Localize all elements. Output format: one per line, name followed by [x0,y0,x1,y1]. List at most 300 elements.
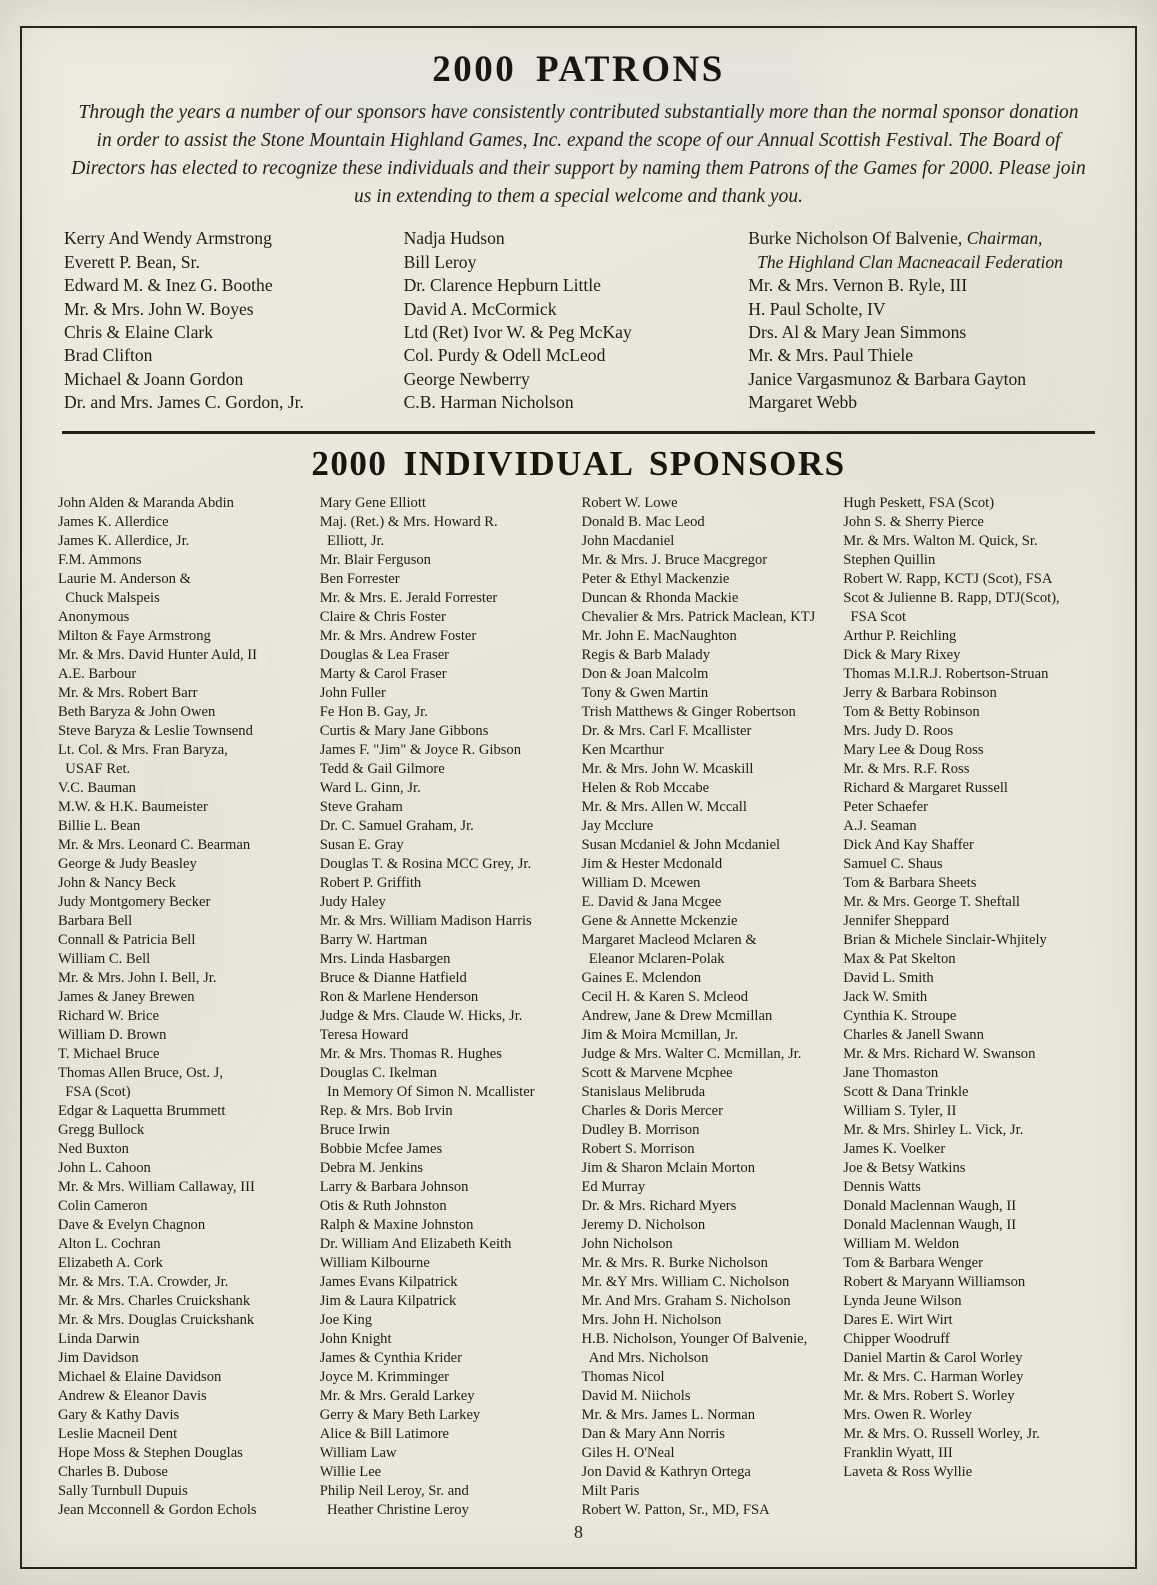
name-entry [320,1463,574,1482]
name-entry-text: Donald Maclennan Waugh, II [843,1216,1017,1233]
name-entry [58,931,312,950]
name-entry-text: Douglas C. Ikelman [319,1064,437,1081]
name-entry [843,646,1097,665]
name-entry [320,836,574,855]
name-entry [58,722,312,741]
name-entry-text: Mr. & Mrs. Douglas Cruickshank [58,1311,255,1328]
name-entry-text: Peter & Ethyl Mackenzie [581,570,730,587]
name-entry [320,931,574,950]
name-entry-text: Charles B. Dubose [58,1463,168,1480]
name-entry [582,836,836,855]
name-entry-text: Milton & Faye Armstrong [58,627,211,644]
name-entry-text: Mrs. Owen R. Worley [843,1406,972,1423]
name-entry [582,1007,836,1026]
name-entry [58,551,312,570]
name-entry-text: Michael & Joann Gordon [64,368,244,389]
name-entry [58,1273,312,1292]
name-entry-text: Bill Leroy [403,251,477,272]
name-entry [843,608,1097,627]
name-entry-text: Judge & Mrs. Claude W. Hicks, Jr. [319,1007,523,1024]
name-entry-text: Dr. Clarence Hepburn Little [403,275,601,296]
name-entry-text: Rep. & Mrs. Bob Irvin [319,1102,453,1119]
name-entry-text: Maj. (Ret.) & Mrs. Howard R. [319,513,498,530]
sponsors-list [22,494,1135,1520]
name-entry [58,589,312,608]
name-entry-text: Dudley B. Morrison [581,1121,700,1138]
name-entry-text: George & Judy Beasley [58,855,197,872]
name-entry [58,1159,312,1178]
name-entry-text: Dr. William And Elizabeth Keith [319,1235,512,1252]
name-entry [582,684,836,703]
name-entry-italic-text: The Highland Clan Macneacail Federation [748,251,1063,272]
name-entry [320,494,574,513]
name-entry-text: Bruce Irwin [319,1121,390,1138]
name-entry [320,684,574,703]
name-entry [58,1007,312,1026]
name-entry-text: Mr. & Mrs. T.A. Crowder, Jr. [58,1273,229,1290]
name-entry [582,1425,836,1444]
name-entry-text: Joe & Betsy Watkins [843,1159,966,1176]
name-entry [582,513,836,532]
name-entry [404,274,749,297]
name-entry-text: Ken Mcarthur [581,741,664,758]
patrons-column-1 [64,227,404,414]
name-entry-text: Otis & Ruth Johnston [319,1197,447,1214]
name-entry-text: Willie Lee [319,1463,382,1480]
name-entry-text: Marty & Carol Fraser [319,665,447,682]
name-entry [64,298,404,321]
name-entry [582,1349,836,1368]
name-entry [582,969,836,988]
name-entry [320,1406,574,1425]
name-entry-text: Mr. & Mrs. R.F. Ross [843,760,970,777]
name-entry-text: USAF Ret. [58,760,131,777]
name-entry [843,1121,1097,1140]
name-entry-text: Robert P. Griffith [319,874,422,891]
name-entry [320,1311,574,1330]
name-entry [58,646,312,665]
name-entry-text: Gaines E. Mclendon [581,969,702,986]
name-entry-text: Lt. Col. & Mrs. Fran Baryza, [58,741,228,758]
name-entry-text: Dr. & Mrs. Richard Myers [581,1197,737,1214]
name-entry [843,1330,1097,1349]
name-entry [58,1102,312,1121]
name-entry [320,1007,574,1026]
name-entry [58,969,312,988]
name-entry [582,646,836,665]
name-entry-text: John S. & Sherry Pierce [843,513,984,530]
name-entry [582,589,836,608]
name-entry-text: Jack W. Smith [843,988,928,1005]
name-entry [582,532,836,551]
name-entry-text: Mr. & Mrs. Walton M. Quick, Sr. [843,532,1038,549]
name-entry-text: Fe Hon B. Gay, Jr. [319,703,428,720]
name-entry-text: Jane Thomaston [843,1064,939,1081]
name-entry [582,741,836,760]
name-entry [58,1482,312,1501]
name-entry-text: Mr. & Mrs. J. Bruce Macgregor [581,551,768,568]
name-entry [320,1482,574,1501]
name-entry [58,665,312,684]
name-entry [320,1501,574,1520]
name-entry [58,608,312,627]
name-entry-text: M.W. & H.K. Baumeister [58,798,208,815]
name-entry-text: John Knight [319,1330,392,1347]
name-entry-text: Michael & Elaine Davidson [58,1368,222,1385]
name-entry-text: Ron & Marlene Henderson [319,988,479,1005]
name-entry-text: Ltd (Ret) Ivor W. & Peg McKay [403,321,632,342]
name-entry [748,298,1093,321]
name-entry [320,760,574,779]
name-entry-text: Susan Mcdaniel & John Mcdaniel [581,836,781,853]
name-entry-text: Cecil H. & Karen S. Mcleod [581,988,749,1005]
name-entry [320,874,574,893]
name-entry-text: Heather Christine Leroy [319,1501,469,1518]
name-entry [58,1425,312,1444]
name-entry [582,1463,836,1482]
name-entry-text: Helen & Rob Mccabe [581,779,710,796]
name-entry-text: Mr. & Mrs. Shirley L. Vick, Jr. [843,1121,1024,1138]
name-entry [320,513,574,532]
name-entry [843,817,1097,836]
name-entry-text: Regis & Barb Malady [581,646,710,663]
name-entry-text: Max & Pat Skelton [843,950,956,967]
name-entry [843,665,1097,684]
name-entry-text: Dick & Mary Rixey [843,646,961,663]
name-entry-text: James K. Voelker [843,1140,946,1157]
name-entry-text: Thomas M.I.R.J. Robertson-Struan [843,665,1049,682]
name-entry [64,274,404,297]
name-entry [320,950,574,969]
name-entry-text: Gerry & Mary Beth Larkey [319,1406,481,1423]
name-entry-text: Mr. & Mrs. John W. Mcaskill [581,760,754,777]
name-entry [843,1425,1097,1444]
name-entry-text: Everett P. Bean, Sr. [64,251,200,272]
name-entry [843,513,1097,532]
name-entry-text: Jim & Laura Kilpatrick [319,1292,457,1309]
name-entry-text: Robert W. Patton, Sr., MD, FSA [581,1501,770,1518]
name-entry [58,513,312,532]
name-entry-text: Mrs. Linda Hasbargen [319,950,451,967]
name-entry [582,912,836,931]
name-entry [748,391,1093,414]
name-entry-text: Mr. & Mrs. Allen W. Mccall [581,798,747,815]
name-entry [58,1045,312,1064]
name-entry [843,1026,1097,1045]
name-entry [843,969,1097,988]
name-entry-text: Mr. & Mrs. Paul Thiele [748,345,914,366]
name-entry-text: Gary & Kathy Davis [58,1406,180,1423]
name-entry-text: Dares E. Wirt Wirt [843,1311,953,1328]
name-entry [58,760,312,779]
name-entry [582,1178,836,1197]
name-entry [58,494,312,513]
name-entry-text: Duncan & Rhonda Mackie [581,589,739,606]
name-entry [64,368,404,391]
name-entry-text: Jeremy D. Nicholson [581,1216,706,1233]
name-entry-text: E. David & Jana Mcgee [581,893,722,910]
name-entry [58,1406,312,1425]
name-entry-text: Steve Baryza & Leslie Townsend [58,722,253,739]
name-entry [582,779,836,798]
name-entry [843,893,1097,912]
name-entry-text: Mr. & Mrs. James L. Norman [581,1406,755,1423]
name-entry-text: Mr. & Mrs. Robert Barr [58,684,198,701]
name-entry [58,855,312,874]
name-entry-text: Ned Buxton [58,1140,129,1157]
name-entry-text: A.J. Seaman [843,817,917,834]
name-entry [58,1026,312,1045]
patrons-column-2 [404,227,749,414]
name-entry-text: Mr. & Mrs. Thomas R. Hughes [319,1045,502,1062]
name-entry-text: Ben Forrester [319,570,400,587]
name-entry-text: Billie L. Bean [58,817,141,834]
name-entry [843,570,1097,589]
sponsors-title: 2000 INDIVIDUAL SPONSORS [311,443,846,483]
name-entry [582,494,836,513]
name-entry-text: FSA Scot [843,608,907,625]
name-entry-text: William S. Tyler, II [843,1102,957,1119]
name-entry-text: Alton L. Cochran [58,1235,161,1252]
name-entry [582,855,836,874]
name-entry-text: Mrs. Judy D. Roos [843,722,954,739]
name-entry [582,1311,836,1330]
name-entry [320,665,574,684]
name-entry-text: Mary Gene Elliott [319,494,426,511]
name-entry [320,912,574,931]
name-entry [843,874,1097,893]
name-entry-text: Tom & Betty Robinson [843,703,980,720]
name-entry-text: Connall & Patricia Bell [58,931,196,948]
name-entry [320,646,574,665]
name-entry [58,1197,312,1216]
name-entry-text: Milt Paris [581,1482,640,1499]
name-entry-text: Jim Davidson [58,1349,139,1366]
name-entry-text: Mr. & Mrs. David Hunter Auld, II [58,646,258,663]
name-entry [320,1178,574,1197]
name-entry [582,931,836,950]
name-entry-text: John Alden & Maranda Abdin [58,494,234,511]
name-entry [320,779,574,798]
name-entry [58,893,312,912]
patrons-column-3 [748,227,1093,414]
name-entry-text: Linda Darwin [58,1330,140,1347]
name-entry [843,1216,1097,1235]
name-entry [843,1140,1097,1159]
name-entry-text: Hugh Peskett, FSA (Scot) [843,494,995,511]
name-entry-text: William C. Bell [58,950,151,967]
name-entry [58,1083,312,1102]
name-entry-text: FSA (Scot) [58,1083,131,1100]
name-entry-text: Margaret Macleod Mclaren & [581,931,757,948]
name-entry [320,798,574,817]
name-entry [320,988,574,1007]
name-entry-text: Donald Maclennan Waugh, II [843,1197,1017,1214]
name-entry-text: Dave & Evelyn Chagnon [58,1216,206,1233]
name-entry-text: Janice Vargasmunoz & Barbara Gayton [748,368,1027,389]
name-entry [58,1140,312,1159]
name-entry [404,344,749,367]
name-entry-text: Colin Cameron [58,1197,148,1214]
name-entry [64,227,404,250]
name-entry [843,988,1097,1007]
name-entry-text: James K. Allerdice, Jr. [58,532,190,549]
sponsors-column-4 [843,494,1105,1520]
name-entry [64,344,404,367]
name-entry-text: Douglas & Lea Fraser [319,646,450,663]
name-entry-text: Debra M. Jenkins [319,1159,424,1176]
name-entry-text: Elizabeth A. Cork [58,1254,163,1271]
name-entry-text: Gregg Bullock [58,1121,145,1138]
name-entry [58,1292,312,1311]
name-entry [582,1083,836,1102]
name-entry [843,1064,1097,1083]
name-entry-text: V.C. Bauman [58,779,136,796]
name-entry-text: Andrew, Jane & Drew Mcmillan [581,1007,773,1024]
name-entry-text: Trish Matthews & Ginger Robertson [581,703,796,720]
name-entry [582,1482,836,1501]
sponsors-column-3 [582,494,844,1520]
name-entry-text: Douglas T. & Rosina MCC Grey, Jr. [319,855,532,872]
name-entry [582,1501,836,1520]
name-entry [582,608,836,627]
name-entry-text: Eleanor Mclaren-Polak [581,950,725,967]
name-entry-text: Jay Mcclure [581,817,654,834]
name-entry [582,1444,836,1463]
name-entry-text: Lynda Jeune Wilson [843,1292,962,1309]
name-entry-text: Franklin Wyatt, III [843,1444,953,1461]
name-entry [748,321,1093,344]
name-entry-text: Tedd & Gail Gilmore [319,760,445,777]
name-entry-text: Richard & Margaret Russell [843,779,1008,796]
name-entry [582,1330,836,1349]
name-entry-text: Elliott, Jr. [319,532,385,549]
name-entry-text: Scott & Dana Trinkle [843,1083,969,1100]
name-entry [58,1178,312,1197]
name-entry-text: Andrew & Eleanor Davis [58,1387,207,1404]
name-entry [843,1463,1097,1482]
name-entry-text: John Nicholson [581,1235,673,1252]
name-entry [843,551,1097,570]
name-entry-text: Larry & Barbara Johnson [319,1178,469,1195]
name-entry [320,722,574,741]
name-entry-text: Beth Baryza & John Owen [58,703,216,720]
name-entry-text: Robert W. Rapp, KCTJ (Scot), FSA [843,570,1053,587]
name-entry-text: Jerry & Barbara Robinson [843,684,997,701]
name-entry-text: Mr. & Mrs. Andrew Foster [319,627,477,644]
name-entry-text: Joe King [319,1311,373,1328]
name-entry [320,627,574,646]
name-entry [320,1425,574,1444]
name-entry-text: Donald B. Mac Leod [581,513,705,530]
name-entry [320,1140,574,1159]
name-entry-text: James & Cynthia Krider [319,1349,463,1366]
name-entry [320,817,574,836]
name-entry-text: Mr. &Y Mrs. William C. Nicholson [581,1273,790,1290]
name-entry [582,950,836,969]
name-entry-text: F.M. Ammons [58,551,142,568]
name-entry-text: Robert & Maryann Williamson [843,1273,1026,1290]
name-entry [843,1102,1097,1121]
name-entry [320,1064,574,1083]
name-entry-text: Anonymous [58,608,130,625]
name-entry [843,1083,1097,1102]
name-entry-text: John Macdaniel [581,532,675,549]
name-entry-text: Leslie Macneil Dent [58,1425,178,1442]
name-entry [58,1311,312,1330]
name-entry [843,684,1097,703]
name-entry-text: William D. Mcewen [581,874,701,891]
name-entry [582,1273,836,1292]
name-entry-text: Mr. & Mrs. E. Jerald Forrester [319,589,498,606]
name-entry [843,1406,1097,1425]
name-entry-text: Giles H. O'Neal [581,1444,675,1461]
name-entry [320,589,574,608]
name-entry-text: Don & Joan Malcolm [581,665,709,682]
name-entry [58,836,312,855]
name-entry [58,1463,312,1482]
sponsors-column-1 [58,494,320,1520]
name-entry-text: Richard W. Brice [58,1007,159,1024]
name-entry [320,1026,574,1045]
name-entry-text: Peter Schaefer [843,798,928,815]
name-entry [748,251,1093,274]
name-entry [404,227,749,250]
name-entry-text: Margaret Webb [748,392,858,413]
name-entry-text: Edward M. & Inez G. Boothe [64,275,273,296]
name-entry-text: Chris & Elaine Clark [64,321,214,342]
page-border-frame [20,26,1137,1569]
name-entry-text: Mrs. John H. Nicholson [581,1311,722,1328]
name-entry [320,1330,574,1349]
name-entry [320,969,574,988]
name-entry [582,1026,836,1045]
name-entry-text: Alice & Bill Latimore [319,1425,450,1442]
name-entry [843,912,1097,931]
name-entry [582,570,836,589]
name-entry-text: William M. Weldon [843,1235,960,1252]
name-entry-text: Teresa Howard [319,1026,409,1043]
name-entry-text: Mr. & Mrs. O. Russell Worley, Jr. [843,1425,1040,1442]
name-entry-text: James Evans Kilpatrick [319,1273,458,1290]
name-entry [582,1064,836,1083]
name-entry [843,1159,1097,1178]
name-entry [748,344,1093,367]
name-entry [843,1235,1097,1254]
name-entry [58,1368,312,1387]
name-entry-text: Mr. Blair Ferguson [319,551,431,568]
name-entry [582,1045,836,1064]
name-entry-text: Arthur P. Reichling [843,627,957,644]
name-entry [58,703,312,722]
name-entry [320,1197,574,1216]
name-entry-text: Mr. & Mrs. Vernon B. Ryle, III [748,275,968,296]
page-number: 8 [574,1522,583,1542]
name-entry [404,251,749,274]
name-entry-text: Burke Nicholson Of Balvenie, [748,228,967,249]
name-entry-text: Mr. & Mrs. Leonard C. Bearman [58,836,251,853]
name-entry [320,741,574,760]
name-entry [64,321,404,344]
name-entry-text: Mr. And Mrs. Graham S. Nicholson [581,1292,791,1309]
name-entry [320,1387,574,1406]
name-entry [582,703,836,722]
name-entry [843,1349,1097,1368]
name-entry [843,1273,1097,1292]
name-entry [582,1197,836,1216]
name-entry [320,532,574,551]
name-entry [320,551,574,570]
